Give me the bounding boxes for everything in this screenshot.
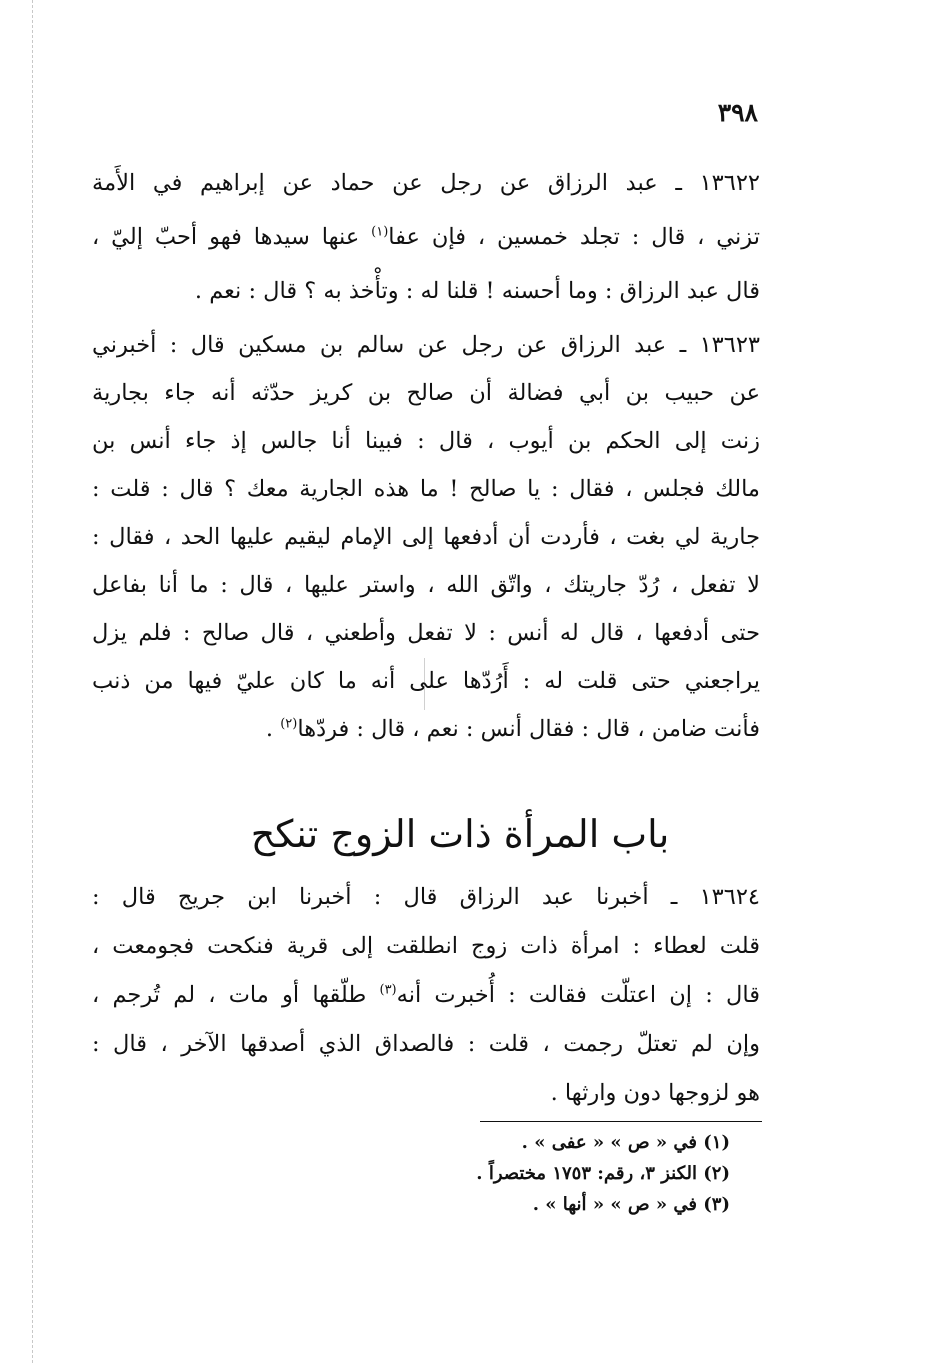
footnote-marker-1: (١) xyxy=(371,224,389,240)
text-line: وإن لم تعتلّ رجمت ، قلت : فالصداق الذي أصدقها الآخر ، قال : xyxy=(92,1031,760,1057)
hadith-13622 xyxy=(92,172,760,334)
text-line: هو لزوجها دون وارثها . xyxy=(550,1080,760,1106)
footnote-2: (٢) الكنز ٣، رقم: ١٧٥٣ مختصراً . xyxy=(476,1163,730,1184)
text-line: جارية لي بغت ، فأردت أن أدفعها إلى الإمام ليقيم عليها الحد ، فقال : xyxy=(92,524,760,550)
text-line: قلت لعطاء : امرأة ذات زوج انطلقت إلى قرية فنكحت فجومعت ، xyxy=(92,933,760,959)
footnote-marker-2: (٢) xyxy=(280,716,298,732)
text-line: ١٣٦٢٣ ـ عبد الرزاق عن رجل عن سالم بن مسكين قال : أخبرني xyxy=(92,332,760,358)
text-run: تزني ، قال : تجلد خمسين ، فإن عفا xyxy=(388,224,760,250)
footnote-1: (١) في « ص » « عفى » . xyxy=(521,1132,730,1153)
text-line: ١٣٦٢٢ ـ عبد الرزاق عن رجل عن حماد عن إبراهيم في الأَمة xyxy=(92,170,760,196)
text-line: زنت إلى الحكم بن أيوب ، قال : فبينا أنا جالس إذ جاء أنس بن xyxy=(92,428,760,454)
page-number: ٣٩٨ xyxy=(717,98,758,127)
text-run: فأنت ضامن ، قال : فقال أنس : نعم ، قال : فردّها xyxy=(297,716,760,742)
text-line: ١٣٦٢٤ ـ أخبرنا عبد الرزاق قال : أخبرنا ابن جريج قال : xyxy=(92,884,760,910)
text-line: لا تفعل ، رُدّ جاريتك ، واتّق الله ، واستر عليها ، قال : ما أنا بفاعل xyxy=(92,572,760,598)
text-line: يراجعني حتى قلت له : أَرُدّها على أنه ما كان عليّ فيها من ذنب xyxy=(92,668,760,694)
text-line: عن حبيب بن أبي فضالة أن صالح بن كريز حدّثه أنه جاء بجارية xyxy=(92,380,760,406)
footnote-3: (٣) في « ص » « أنها » . xyxy=(532,1194,730,1215)
text-run: طلّقها أو مات ، لم تُرجم ، xyxy=(92,982,380,1008)
text-line xyxy=(92,718,760,766)
text-line xyxy=(92,226,760,280)
text-run: . xyxy=(265,716,281,742)
text-line: قال عبد الرزاق : وما أحسنه ! قلنا له : وتأْخذ به ؟ قال : نعم . xyxy=(194,278,760,304)
text-line xyxy=(92,984,760,1033)
text-run: عنها سيدها فهو أحبّ إليّ ، xyxy=(92,224,372,250)
chapter-heading: باب المرأة ذات الزوج تنكح xyxy=(250,812,670,856)
text-line: مالك فجلس ، فقال : يا صالح ! ما هذه الجارية معك ؟ قال : قلت : xyxy=(92,476,760,502)
scan-edge xyxy=(32,0,33,1363)
text-run: قال : إن اعتلّت فقالت : أُخبرت أنه xyxy=(396,982,760,1008)
footnote-divider xyxy=(480,1121,762,1122)
hadith-13624 xyxy=(92,886,760,1131)
text-line: حتى أدفعها ، قال له أنس : لا تفعل وأطعني ، قال صالح : فلم يزل xyxy=(92,620,760,646)
footnote-marker-3: (٣) xyxy=(379,982,397,998)
hadith-13623 xyxy=(92,334,760,766)
footnotes xyxy=(380,1134,730,1227)
